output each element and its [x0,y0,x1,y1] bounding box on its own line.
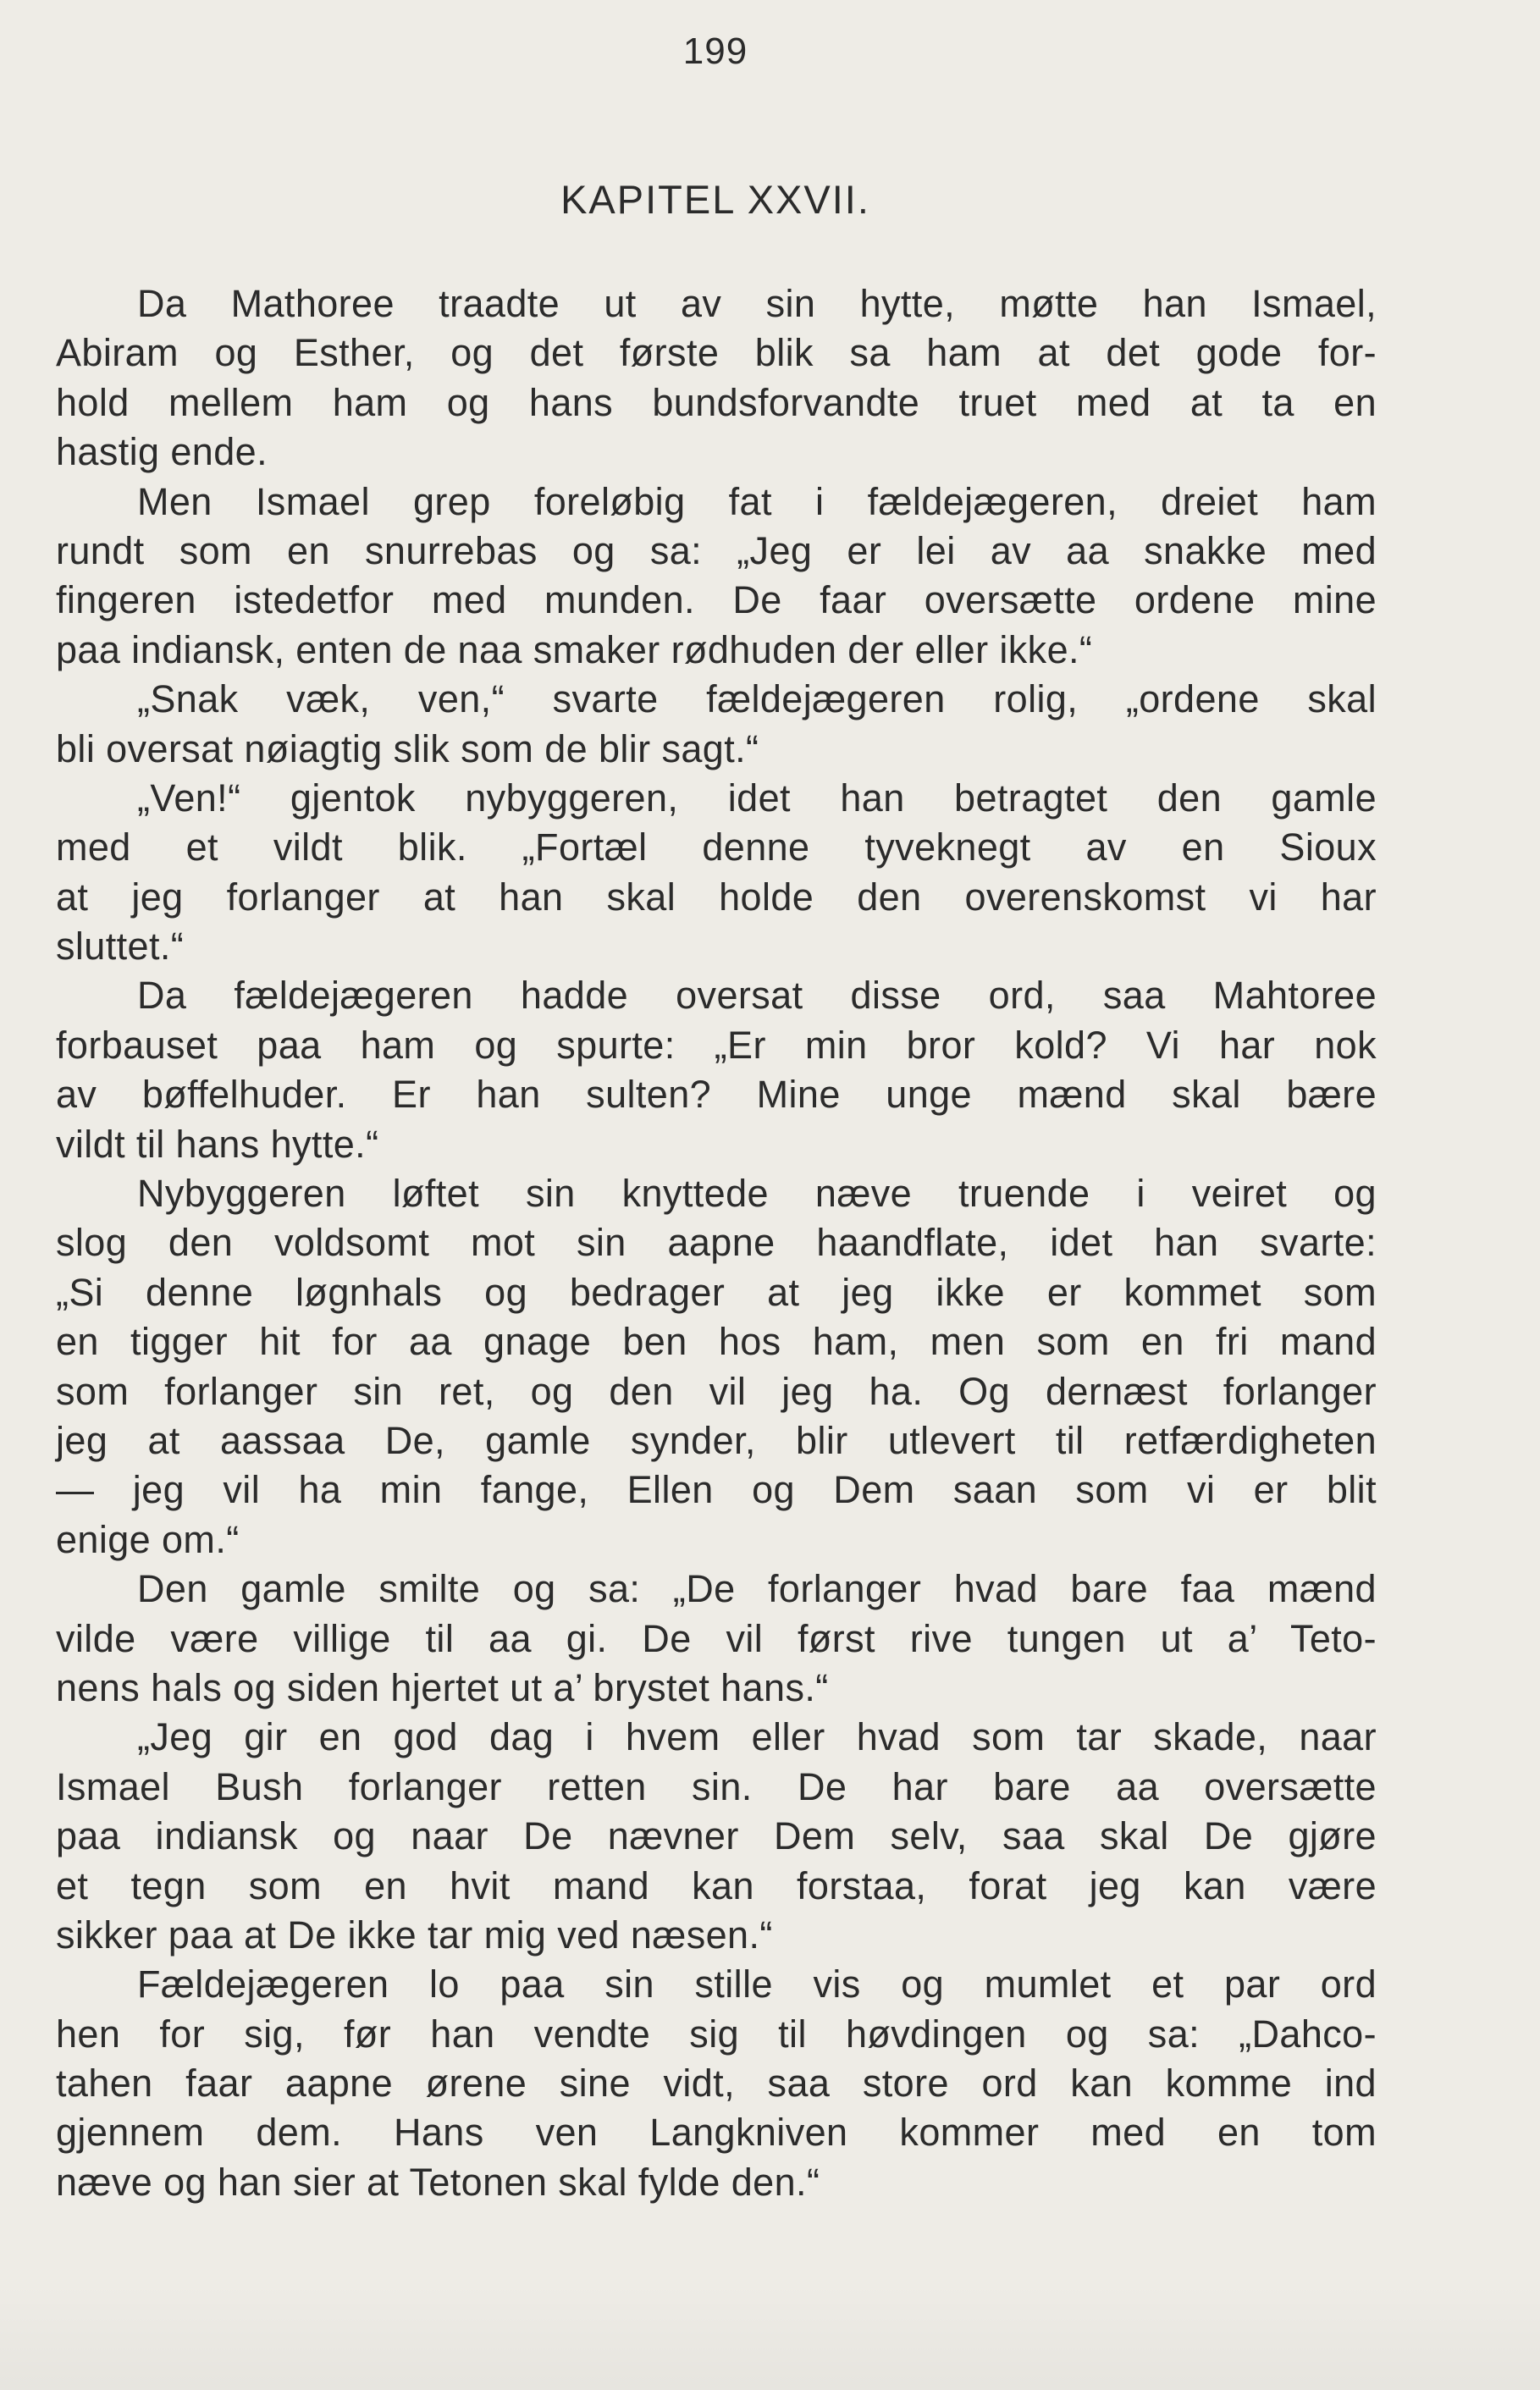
text-line: Men Ismael grep foreløbig fat i fældejægeren, dreiet ham [137,479,1377,523]
text-line: en tigger hit for aa gnage ben hos ham, men som en fri mand [56,1320,1377,1364]
text-line: næve og han sier at Tetonen skal fylde den.“ [56,2160,820,2204]
text-line: Da Mathoree traadte ut av sin hytte, møtte han Ismael, [137,282,1377,325]
text-line: Ismael Bush forlanger retten sin. De har bare aa oversætte [56,1764,1377,1808]
text-line: sluttet.“ [56,925,185,969]
text-line: bli oversat nøiagtig slik som de blir sagt.“ [56,726,759,770]
body-text [56,279,1377,2207]
text-line: nens hals og siden hjertet ut a’ brystet hans.“ [56,1665,829,1709]
text-line: som forlanger sin ret, og den vil jeg ha. Og dernæst forlanger [56,1369,1377,1413]
text-line: rundt som en snurrebas og sa: „Jeg er lei av aa snakke med [56,528,1377,572]
text-line: Nybyggeren løftet sin knyttede næve truende i veiret og [137,1172,1377,1216]
text-line: at jeg forlanger at han skal holde den overenskomst vi har [56,875,1377,919]
text-line: enige om.“ [56,1517,240,1561]
text-line: et tegn som en hvit mand kan forstaa, forat jeg kan være [56,1863,1377,1907]
text-line: paa indiansk, enten de naa smaker rødhuden der eller ikke.“ [56,627,1093,671]
text-line: Da fældejægeren hadde oversat disse ord, saa Mahtoree [137,974,1377,1018]
text-line: Den gamle smilte og sa: „De forlanger hvad bare faa mænd [137,1567,1377,1611]
text-line: „Snak væk, ven,“ svarte fældejægeren rolig, „ordene skal [137,677,1377,721]
page-bottom-shade [0,2282,1540,2390]
text-line: med et vildt blik. „Fortæl denne tyveknegt av en Sioux [56,825,1377,869]
text-line: „Jeg gir en god dag i hvem eller hvad som tar skade, naar [137,1715,1377,1759]
text-line: tahen faar aapne ørene sine vidt, saa store ord kan komme ind [56,2062,1377,2106]
text-line: Abiram og Esther, og det første blik sa ham at det gode for- [56,331,1377,375]
text-line: jeg at aassaa De, gamle synder, blir utlevert til retfærdigheten [56,1418,1377,1462]
text-line: hold mellem ham og hans bundsforvandte truet med at ta en [56,380,1377,424]
text-line: hastig ende. [56,430,268,474]
text-line: paa indiansk og naar De nævner Dem selv, saa skal De gjøre [56,1814,1377,1858]
text-line: fingeren istedetfor med munden. De faar oversætte ordene mine [56,578,1377,622]
text-line: Fældejægeren lo paa sin stille vis og mumlet et par ord [137,1962,1377,2006]
text-line: hen for sig, før han vendte sig til høvdingen og sa: „Dahco- [56,2012,1377,2056]
text-line: — jeg vil ha min fange, Ellen og Dem saan som vi er blit [56,1468,1377,1512]
text-line: av bøffelhuder. Er han sulten? Mine unge mænd skal bære [56,1073,1377,1117]
text-line: slog den voldsomt mot sin aapne haandflate, idet han svarte: [56,1221,1377,1265]
text-line: vildt til hans hytte.“ [56,1122,379,1166]
page-number: 199 [682,30,748,72]
text-line: vilde være villige til aa gi. De vil først rive tungen ut a’ Teto- [56,1616,1377,1660]
text-line: „Si denne løgnhals og bedrager at jeg ikke er kommet som [56,1270,1377,1314]
text-line: gjennem dem. Hans ven Langkniven kommer med en tom [56,2111,1377,2155]
chapter-title: KAPITEL XXVII. [560,177,870,222]
text-line: forbauset paa ham og spurte: „Er min bror kold? Vi har nok [56,1023,1377,1067]
text-line: sikker paa at De ikke tar mig ved næsen.“ [56,1913,773,1957]
text-line: „Ven!“ gjentok nybyggeren, idet han betragtet den gamle [137,776,1377,820]
